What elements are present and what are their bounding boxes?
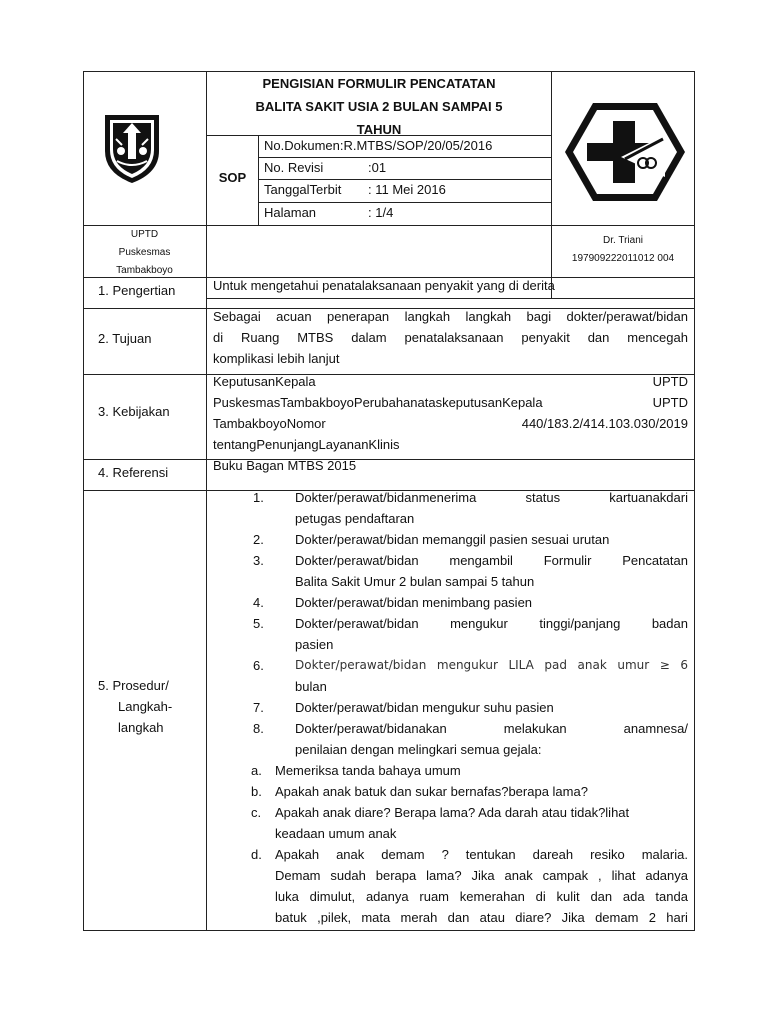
sub-letter: d. xyxy=(251,847,262,862)
word: ? xyxy=(441,847,449,862)
word: badan xyxy=(651,616,688,631)
procedure-step xyxy=(213,718,688,760)
procedure-step xyxy=(213,487,688,529)
word: merah xyxy=(400,910,438,925)
puskesmas-logo xyxy=(561,99,689,205)
word: Ruang xyxy=(241,330,280,345)
tujuan-line: komplikasi lebih lanjut xyxy=(213,351,340,366)
word: Jika xyxy=(471,868,495,883)
word: Demam xyxy=(275,868,321,883)
issue-date-value: : 11 Mei 2016 xyxy=(368,182,446,197)
tujuan-line xyxy=(213,327,688,348)
word: berapa xyxy=(375,868,417,883)
sub-text: Apakah anak batuk dan sukar bernafas?berapa lama? xyxy=(275,784,588,799)
word: demam xyxy=(381,847,425,862)
word: dokter/perawat/bidan xyxy=(566,309,688,324)
referensi-label: 4. Referensi xyxy=(98,465,169,480)
step-number: 1. xyxy=(253,490,264,505)
procedure-step xyxy=(213,592,688,613)
word: umur xyxy=(617,658,650,672)
word: kemerahan xyxy=(459,889,525,904)
kebijakan-line xyxy=(213,392,688,413)
word: Dokter/perawat/bidan xyxy=(295,658,427,672)
word: campak xyxy=(542,868,589,883)
step-text: Dokter/perawat/bidan memanggil pasien sesuai urutan xyxy=(295,532,610,547)
word: dalam xyxy=(351,330,387,345)
word: mata xyxy=(361,910,391,925)
prosedur-label xyxy=(98,675,203,738)
step-text: Balita Sakit Umur 2 bulan sampai 5 tahun xyxy=(295,574,535,589)
word: resiko xyxy=(590,847,625,862)
tujuan-label: 2. Tujuan xyxy=(98,331,152,346)
sub-item xyxy=(213,844,688,928)
word: anak xyxy=(504,868,533,883)
word: 6 xyxy=(680,658,688,672)
word: UPTD xyxy=(652,374,688,389)
step-text: penilaian dengan melingkari semua gejala: xyxy=(295,742,542,757)
word: UPTD xyxy=(652,395,688,410)
procedure-step xyxy=(213,655,688,697)
word: TambakboyoNomor xyxy=(213,416,326,431)
word: mencegah xyxy=(627,330,688,345)
issue-date-label: TanggalTerbit xyxy=(264,182,342,197)
word: 2 xyxy=(648,910,656,925)
word: hari xyxy=(666,910,688,925)
word: lama? xyxy=(426,868,462,883)
word: status xyxy=(525,490,561,505)
word: LILA xyxy=(508,658,534,672)
document-number: No.Dokumen:R.MTBS/SOP/20/05/2016 xyxy=(264,138,493,153)
word: langkah xyxy=(465,309,512,324)
sub-text: Apakah anak diare? Berapa lama? Ada darah atau tidak?lihat xyxy=(275,805,630,820)
prosedur-label-line: Langkah- xyxy=(118,699,173,714)
sub-item xyxy=(213,760,688,781)
prosedur-label-line: 5. Prosedur/ xyxy=(98,678,169,693)
referensi-text: Buku Bagan MTBS 2015 xyxy=(213,458,357,473)
word: pad xyxy=(544,658,567,672)
word: malaria. xyxy=(641,847,688,862)
word: mengukur xyxy=(436,658,498,672)
word: ,pilek, xyxy=(317,910,352,925)
word: atau xyxy=(479,910,505,925)
word: anak xyxy=(577,658,607,672)
word: Sebagai xyxy=(213,309,261,324)
org-line-3: Tambakboyo xyxy=(116,265,173,276)
tujuan-line xyxy=(213,306,688,327)
word: , xyxy=(598,868,602,883)
word: anak xyxy=(336,847,365,862)
word: Formulir xyxy=(543,553,592,568)
kebijakan-line: tentangPenunjangLayananKlinis xyxy=(213,437,400,452)
word: bagi xyxy=(526,309,552,324)
step-text: petugas pendaftaran xyxy=(295,511,415,526)
word: Apakah xyxy=(275,847,320,862)
word: langkah xyxy=(404,309,451,324)
word: mengambil xyxy=(449,553,513,568)
word: sudah xyxy=(330,868,366,883)
org-line-2: Puskesmas xyxy=(118,247,171,258)
word: demam xyxy=(595,910,639,925)
word: dan xyxy=(590,889,613,904)
step-number: 2. xyxy=(253,532,264,547)
word: luka xyxy=(275,889,299,904)
word: dan xyxy=(587,330,610,345)
word: kulit xyxy=(556,889,580,904)
kebijakan-text xyxy=(213,371,688,455)
prosedur-steps xyxy=(213,487,688,928)
word: mengukur xyxy=(450,616,508,631)
word: batuk xyxy=(275,910,307,925)
pengertian-label: 1. Pengertian xyxy=(98,283,176,298)
word: tinggi/panjang xyxy=(539,616,621,631)
word: Jika xyxy=(561,910,585,925)
prosedur-label-line: langkah xyxy=(118,720,164,735)
step-number: 5. xyxy=(253,616,264,631)
word: adanya xyxy=(645,868,688,883)
sop-document xyxy=(83,71,695,931)
word: anamnesa/ xyxy=(623,721,688,736)
word: ≥ xyxy=(659,658,670,672)
step-text: Dokter/perawat/bidan menimbang pasien xyxy=(295,595,533,610)
word: adanya xyxy=(365,889,409,904)
procedure-step xyxy=(213,550,688,592)
word: dan xyxy=(447,910,470,925)
step-number: 6. xyxy=(253,658,264,673)
sub-letter: b. xyxy=(251,784,262,799)
word: PuskesmasTambakboyoPerubahanataskeputusanKepala xyxy=(213,395,543,410)
word: di xyxy=(535,889,546,904)
signer-nip: 197909222011012 004 xyxy=(571,253,675,264)
word: Dokter/perawat/bidan xyxy=(295,616,419,631)
step-number: 8. xyxy=(253,721,264,736)
word: dareah xyxy=(532,847,574,862)
word: MTBS xyxy=(297,330,334,345)
step-text: pasien xyxy=(295,637,334,652)
word: 440/183.2/414.103.030/2019 xyxy=(521,416,688,431)
document-title-line-1: PENGISIAN FORMULIR PENCATATAN xyxy=(262,76,496,91)
sub-text: keadaan umum anak xyxy=(275,826,397,841)
word: KeputusanKepala xyxy=(213,374,316,389)
word: tanda xyxy=(655,889,688,904)
page-label: Halaman xyxy=(264,205,317,220)
word: penerapan xyxy=(326,309,390,324)
kebijakan-label: 3. Kebijakan xyxy=(98,404,170,419)
procedure-step xyxy=(213,613,688,655)
tujuan-text xyxy=(213,306,688,369)
document-title-line-2: BALITA SAKIT USIA 2 BULAN SAMPAI 5 xyxy=(255,99,503,114)
word: penyakit xyxy=(521,330,570,345)
kebijakan-line xyxy=(213,371,688,392)
word: di xyxy=(213,330,224,345)
pengertian-text: Untuk mengetahui penatalaksanaan penyakit yang di derita xyxy=(213,278,555,293)
step-number: 4. xyxy=(253,595,264,610)
page-value: : 1/4 xyxy=(368,205,394,220)
revision-value: :01 xyxy=(368,160,387,175)
word: melakukan xyxy=(503,721,567,736)
regional-emblem-logo xyxy=(97,111,167,185)
word: Dokter/perawat/bidan xyxy=(295,553,419,568)
procedure-step xyxy=(213,697,688,718)
word: tentukan xyxy=(465,847,516,862)
word: Dokter/perawat/bidanmenerima xyxy=(295,490,477,505)
word: diare? xyxy=(515,910,552,925)
sub-text: Memeriksa tanda bahaya umum xyxy=(275,763,461,778)
procedure-step xyxy=(213,529,688,550)
step-number: 7. xyxy=(253,700,264,715)
signer-name: Dr. Triani xyxy=(602,235,643,246)
word: acuan xyxy=(276,309,312,324)
sop-label: SOP xyxy=(218,170,247,185)
word: ruam xyxy=(419,889,450,904)
word: ada xyxy=(622,889,645,904)
revision-label: No. Revisi xyxy=(264,160,324,175)
org-line-1: UPTD xyxy=(130,229,159,240)
sub-letter: a. xyxy=(251,763,262,778)
word: kartuanakdari xyxy=(609,490,688,505)
word: lihat xyxy=(611,868,636,883)
sub-letter: c. xyxy=(251,805,262,820)
step-text: Dokter/perawat/bidan mengukur suhu pasien xyxy=(295,700,554,715)
step-number: 3. xyxy=(253,553,264,568)
word: Pencatatan xyxy=(622,553,688,568)
word: Dokter/perawat/bidanakan xyxy=(295,721,447,736)
step-text: bulan xyxy=(295,679,327,694)
sub-item xyxy=(213,802,688,844)
sub-item xyxy=(213,781,688,802)
word: penatalaksanaan xyxy=(404,330,504,345)
word: dimulut, xyxy=(309,889,356,904)
kebijakan-line xyxy=(213,413,688,434)
document-title-line-3: TAHUN xyxy=(356,122,402,137)
